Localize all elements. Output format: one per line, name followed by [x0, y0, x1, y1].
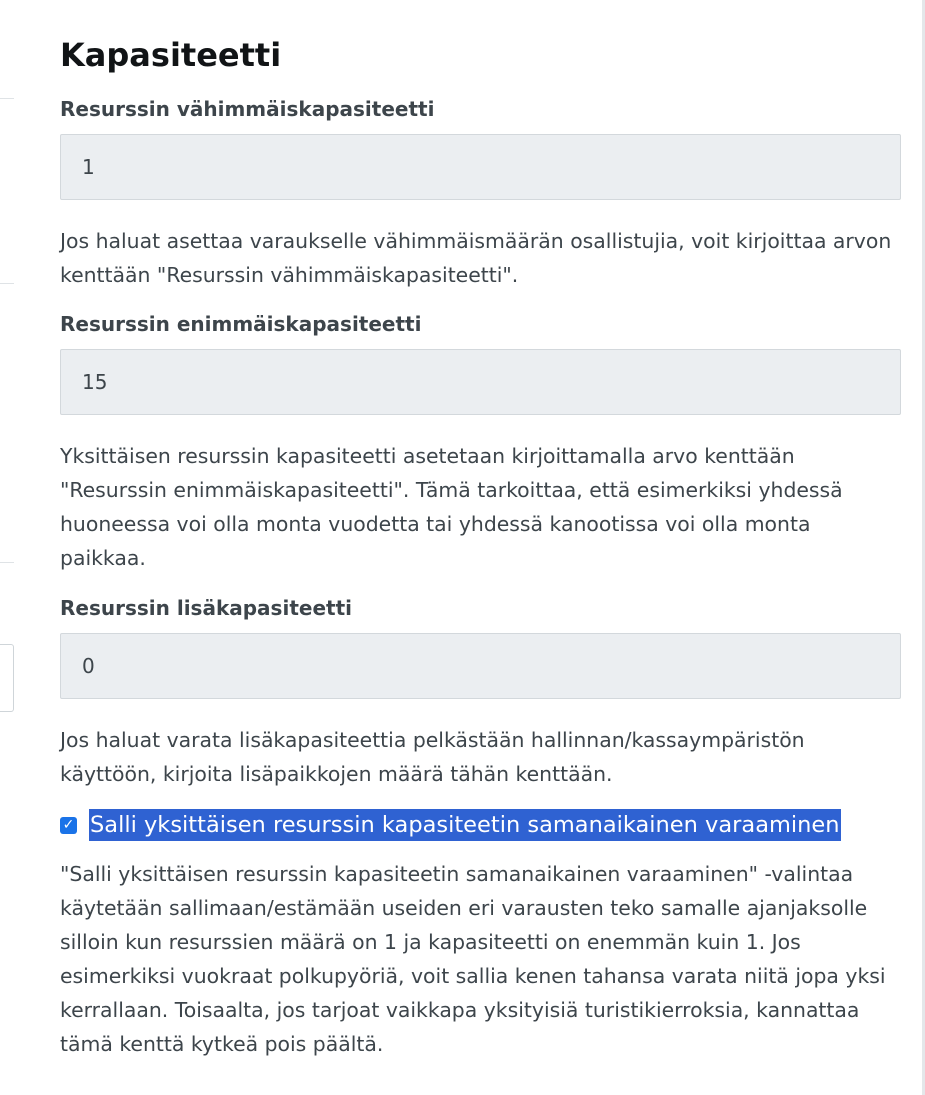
sidebar-divider [0, 98, 14, 99]
max-capacity-help: Yksittäisen resurssin kapasiteetti asetetaan kirjoittamalla arvo kenttään "Resurssin enimmäiskapasiteetti". Tämä tarkoittaa, että esimerkiksi yhdessä huoneessa voi olla monta vuodetta tai yhdessä kanootissa voi olla monta paikkaa. [60, 444, 843, 570]
concurrent-booking-label[interactable]: Salli yksittäisen resurssin kapasiteetin samanaikainen varaaminen [89, 809, 841, 841]
sidebar-box-fragment [0, 644, 14, 712]
sidebar-divider [0, 283, 14, 284]
extra-capacity-input[interactable]: 0 [60, 633, 901, 699]
min-capacity-help: Jos haluat asettaa varaukselle vähimmäismäärän osallistujia, voit kirjoittaa arvon kenttään "Resurssin vähimmäiskapasiteetti". [60, 229, 892, 287]
extra-capacity-help: Jos haluat varata lisäkapasiteettia pelkästään hallinnan/kassaympäristön käyttöön, kirjoita lisäpaikkojen määrä tähän kenttään. [60, 728, 805, 786]
sidebar-divider [0, 562, 14, 563]
min-capacity-label: Resurssin vähimmäiskapasiteetti [60, 97, 435, 121]
checkmark-icon: ✓ [62, 816, 75, 833]
section-title: Kapasiteetti [60, 36, 282, 74]
max-capacity-input[interactable]: 15 [60, 349, 901, 415]
concurrent-booking-row[interactable] [60, 808, 841, 842]
sidebar-edge [0, 0, 16, 1095]
concurrent-booking-checkbox[interactable] [60, 817, 77, 834]
min-capacity-input[interactable]: 1 [60, 134, 901, 200]
max-capacity-label: Resurssin enimmäiskapasiteetti [60, 312, 422, 336]
concurrent-booking-help: "Salli yksittäisen resurssin kapasiteetin samanaikainen varaaminen" -valintaa käytetään sallimaan/estämään useiden eri varausten teko samalle ajanjaksolle silloin kun resurssien määrä on 1 ja kapasiteetti on enemmän kuin 1. Jos esimerkiksi vuokraat polkupyöriä, voit sallia kenen tahansa varata niitä jopa yksi kerrallaan. Toisaalta, jos tarjoat vaikkapa yksityisiä turistikierroksia, kannattaa tämä kenttä kytkeä pois päältä. [60, 862, 886, 1056]
extra-capacity-label: Resurssin lisäkapasiteetti [60, 596, 352, 620]
